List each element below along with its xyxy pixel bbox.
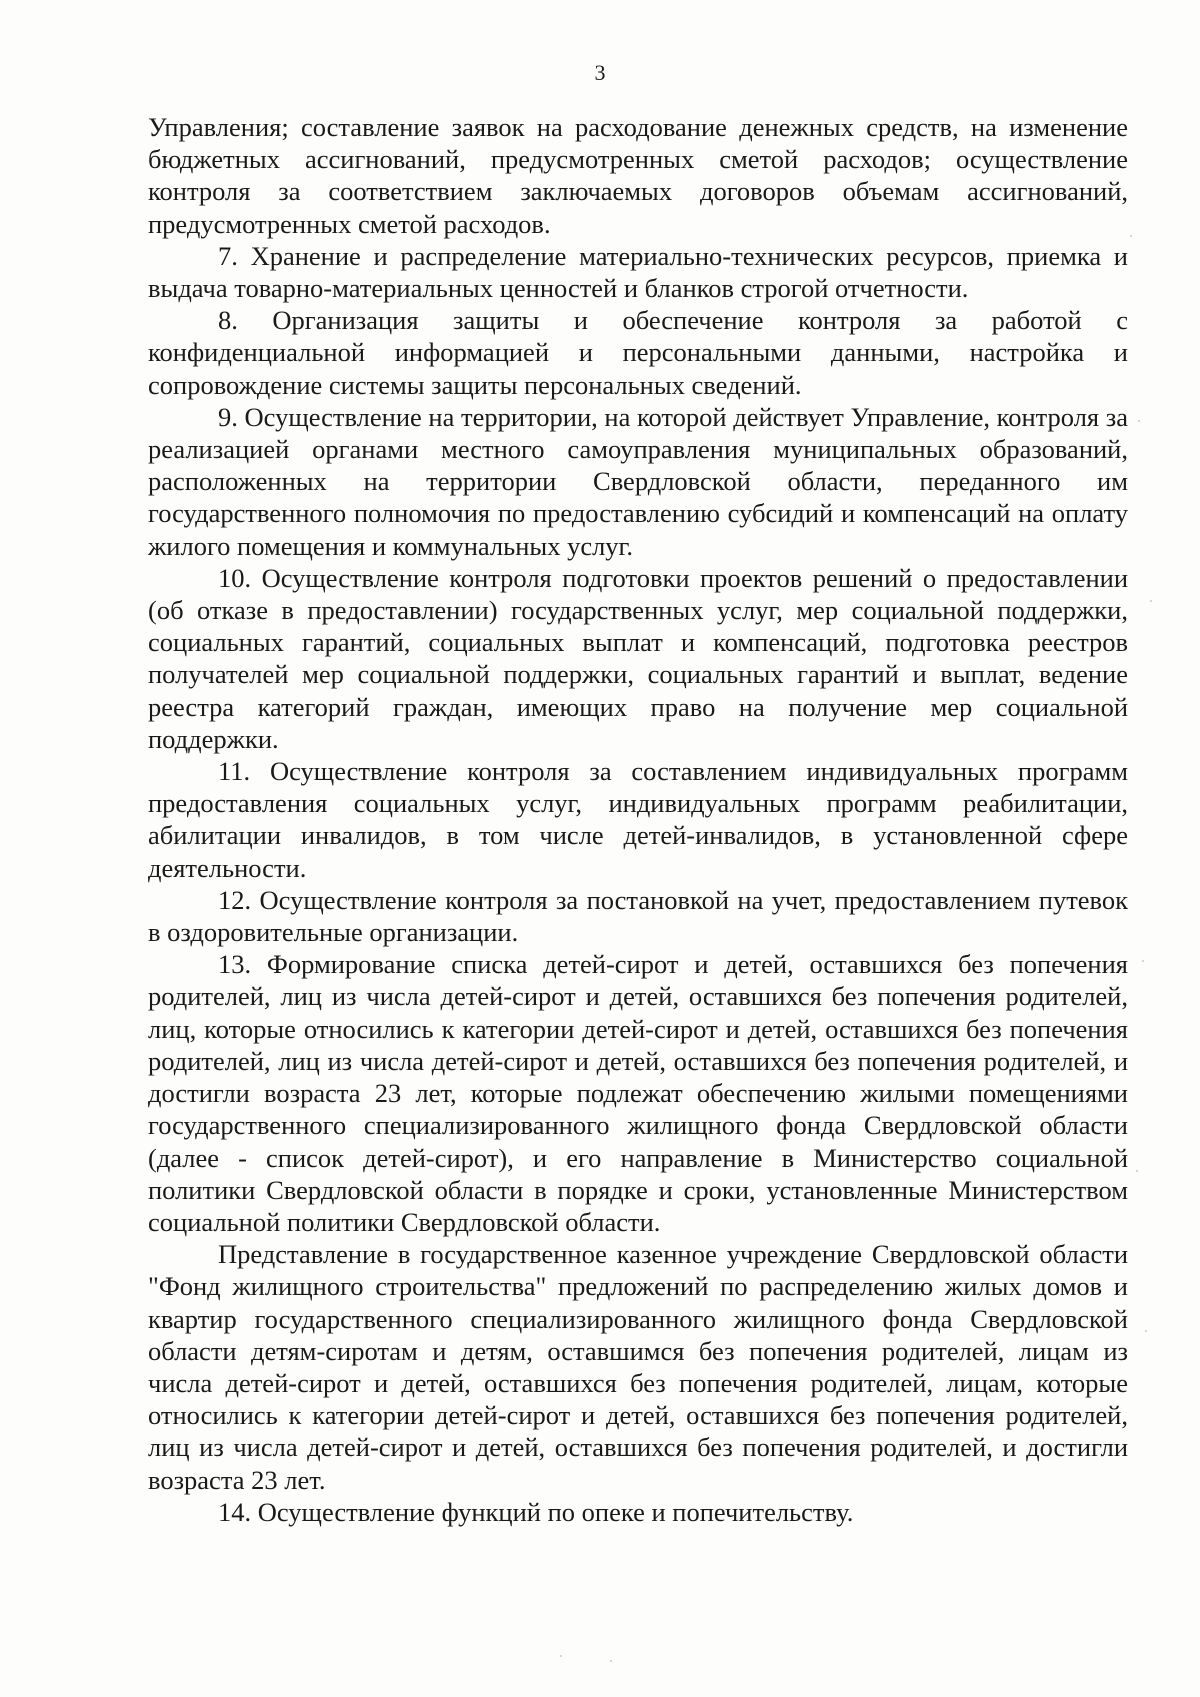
scan-speck [1138,420,1140,422]
paragraph-continuation: Управления; составление заявок на расходование денежных средств, на изменение бюджетных ассигнований, предусмотренных сметой расходов; осуществление контроля за соответствием заключаемых договоров объемам ассигнований, предусмотренных сметой расходов. [148,112,1128,239]
paragraph-item-10: 10. Осуществление контроля подготовки проектов решений о предоставлении (об отказе в предоставлении) государственных услуг, мер социальной поддержки, социальных гарантий, социальных выплат и компенсаций, подготовка реестров получателей мер социальной поддержки, социальных гарантий и выплат, ведение реестра категорий граждан, имеющих право на получение мер социальной поддержки. [148,562,1128,754]
scan-speck [1130,235,1132,237]
scan-speck [610,1660,612,1662]
paragraph-item-8: 8. Организация защиты и обеспечение контроля за работой с конфиденциальной информацией и персональными данными, настройка и сопровождение системы защиты персональных сведений. [148,305,1128,400]
paragraph-item-7: 7. Хранение и распределение материально-технических ресурсов, приемка и выдача товарно-материальных ценностей и бланков строгой отчетности. [148,240,1128,304]
paragraph-item-11: 11. Осуществление контроля за составлением индивидуальных программ предоставления социальных услуг, индивидуальных программ реабилитации, абилитации инвалидов, в том числе детей-инвалидов, в установленной сфере деятельности. [148,756,1128,883]
paragraph-item-13-continued: Представление в государственное казенное учреждение Свердловской области "Фонд жилищного строительства" предложений по распределению жилых домов и квартир государственного специализированного жилищного фонда Свердловской области детям-сиротам и детям, оставшимся без попечения родителей, лицам из числа детей-сирот и детей, оставшихся без попечения родителей, лицам, которые относились к категории детей-сирот и детей, оставшихся без попечения родителей, лиц из числа детей-сирот и детей, оставшихся без попечения родителей, и достигли возраста 23 лет. [148,1239,1128,1495]
paragraph-item-13: 13. Формирование списка детей-сирот и детей, оставшихся без попечения родителей, лиц из числа детей-сирот и детей, оставшихся без попечения родителей, лиц, которые относились к категории детей-сирот и детей, оставшихся без попечения родителей, лиц из числа детей-сирот и детей, оставшихся без попечения родителей, и достигли возраста 23 лет, которые подлежат обеспечению жилыми помещениями государственного специализированного жилищного фонда Свердловской области (далее - список детей-сирот), и его направление в Министерство социальной политики Свердловской области в порядке и сроки, установленные Министерством социальной политики Свердловской области. [148,949,1128,1237]
paragraph-item-12: 12. Осуществление контроля за постановкой на учет, предоставлением путевок в оздоровительные организации. [148,884,1128,948]
scan-speck [1136,1170,1138,1172]
page-number: 3 [594,60,606,85]
document-body [148,111,1128,1528]
scan-speck [1145,1330,1147,1332]
scan-speck [560,1655,562,1657]
scan-speck [1142,960,1144,962]
paragraph-item-9: 9. Осуществление на территории, на которой действует Управление, контроля за реализацией органами местного самоуправления муниципальных образований, расположенных на территории Свердловской области, переданного им государственного полномочия по предоставлению субсидий и компенсаций на оплату жилого помещения и коммунальных услуг. [148,401,1128,561]
paragraph-item-14: 14. Осуществление функций по опеке и попечительству. [218,1496,854,1527]
scan-speck [1150,600,1152,602]
